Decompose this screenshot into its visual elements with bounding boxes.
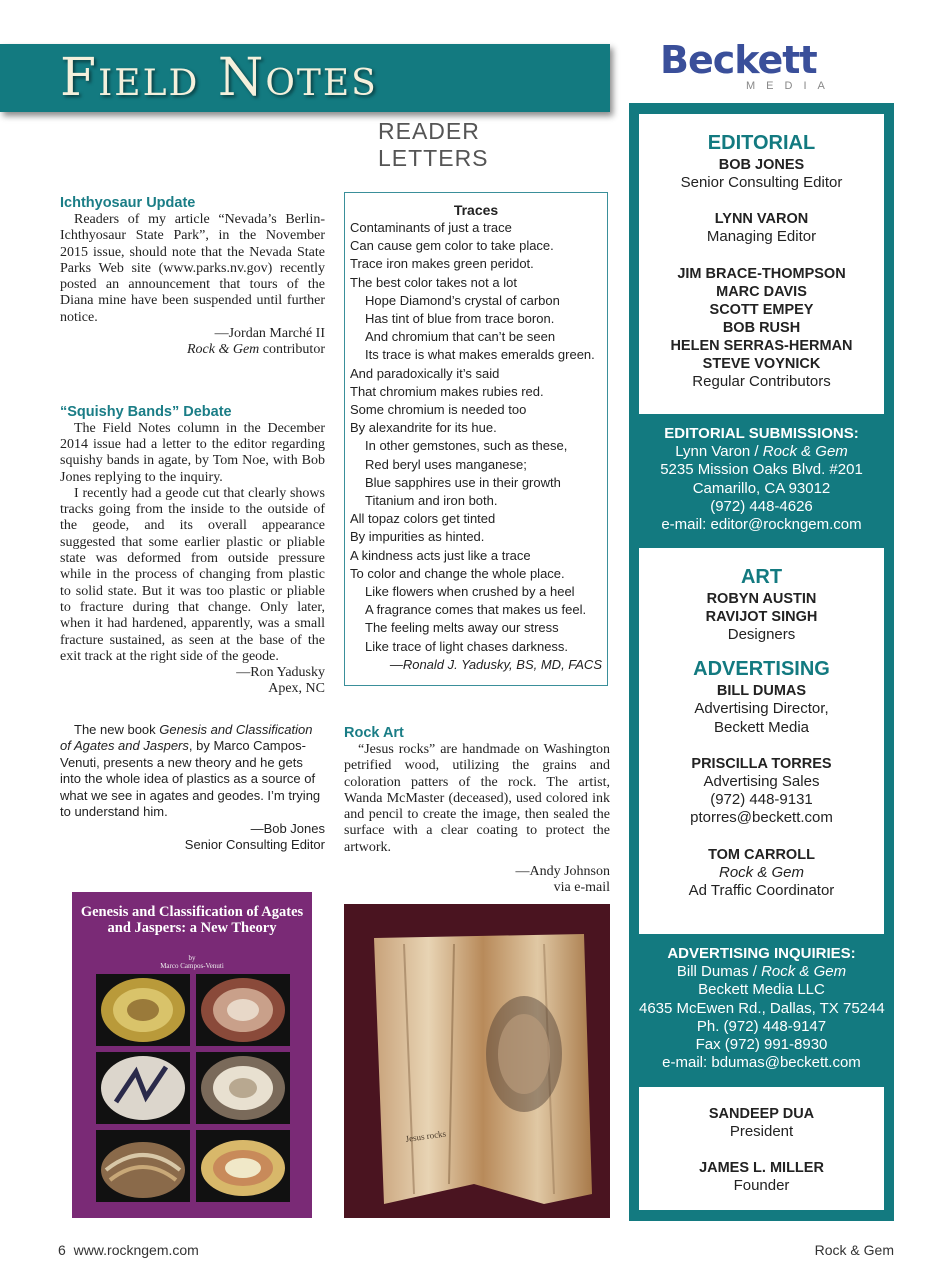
staff-name: TOM CARROLL [708, 846, 815, 863]
staff-name: JIM BRACE-THOMPSON [677, 265, 846, 282]
staff-name: HELEN SERRAS-HERMAN [670, 337, 853, 354]
website-link[interactable]: www.rockngem.com [73, 1242, 199, 1258]
poem-line: Some chromium is needed too [350, 402, 527, 418]
agate-photo [196, 1130, 290, 1202]
page-number: 6 [58, 1242, 66, 1258]
squishy-paragraph-2: I recently had a geode cut that clearly shows tracks going from the inside to the outside of the geode, and its overall appearance suggested that some earlier plastic or pliable state was deformed from outside pressure while in the process of changing from plastic to solid state. But it was too plastic or pliable to fracture during that change. Only later, when it had hardened, apparently, was a small fracture sustained, as seen at the base of the exit track at the right side of the geode. [60, 485, 325, 664]
ichthyosaur-heading: Ichthyosaur Update [60, 195, 196, 211]
poem-author: —Ronald J. Yadusky, BS, MD, FACS [389, 656, 602, 672]
rock-inscription: Jesus rocks [404, 1128, 447, 1144]
reply-signature: —Bob Jones [250, 820, 325, 836]
beckett-logo [660, 38, 860, 94]
logo-media: MEDIA [746, 80, 836, 92]
section-banner [0, 44, 610, 112]
staff-role: President [729, 1123, 794, 1140]
staff-name: SANDEEP DUA [708, 1106, 815, 1122]
section-title: Field Notes [60, 48, 378, 108]
poem-line: Red beryl uses manganese; [365, 456, 527, 472]
staff-name: SCOTT EMPEY [709, 301, 814, 318]
contact-line: 4635 McEwen Rd., Dallas, TX 75244 [639, 999, 885, 1017]
executives-box [639, 1087, 884, 1210]
advertising-heading: ADVERTISING [693, 658, 830, 681]
section-subtitle: READER LETTERS [378, 118, 489, 171]
poem-line: By impurities as hinted. [350, 529, 485, 545]
rock-art-via: via e-mail [553, 880, 610, 896]
staff-role: Designers [727, 626, 796, 643]
poem-line: To color and change the whole place. [350, 565, 565, 581]
staff-name: BOB RUSH [722, 319, 801, 336]
designers-list [639, 590, 884, 626]
contact-line: (972) 448-9131 [710, 791, 813, 809]
poem-line: Like trace of light chases darkness. [365, 638, 569, 654]
squishy-paragraph-1: The Field Notes column in the December 2014 issue had a letter to the editor regarding squishy bands in agate, by Tom Noe, with Bob Jones replying to the inquiry. [60, 420, 325, 485]
poem-line: In other gemstones, such as these, [365, 438, 568, 454]
poem-line: And chromium that can’t be seen [365, 329, 556, 345]
rock-art-heading: Rock Art [344, 725, 404, 741]
contact-line: Ph. (972) 448-9147 [696, 1017, 827, 1035]
contact-line: Fax (972) 991-8930 [695, 1036, 828, 1054]
poem-line: Can cause gem color to take place. [350, 238, 554, 254]
book-cover-byline: by Marco Campos-Venuti [160, 954, 224, 970]
poem-title: Traces [453, 202, 499, 218]
poem-line: Blue sapphires use in their growth [365, 474, 561, 490]
inquiries-block [639, 945, 884, 1073]
book-title-ref: Genesis and Classification of Agates and Jaspers [60, 721, 313, 754]
poem-line: Has tint of blue from trace boron. [365, 311, 555, 327]
staff-role-line: Advertising Director, [694, 700, 829, 718]
staff-name: BILL DUMAS [716, 683, 807, 700]
poem-line: And paradoxically it’s said [350, 365, 500, 381]
ichthyosaur-body: Readers of my article “Nevada’s Berlin-Ichthyosaur State Park”, in the November 2015 issue, should note that the Nevada State Parks Web site (www.parks.nv.gov) recently posted an announcement that tours of the Diana mine have been suspended until further notice. [60, 212, 325, 325]
poem-line: Contaminants of just a trace [350, 220, 512, 235]
left-column [60, 194, 325, 854]
inquiries-contact: Bill Dumas / Rock & Gem [676, 963, 847, 980]
poem-line: Hope Diamond’s crystal of carbon [365, 292, 560, 308]
contact-line: 5235 Mission Oaks Blvd. #201 [660, 461, 863, 479]
poem-box [344, 192, 608, 686]
squishy-heading: “Squishy Bands” Debate [60, 403, 232, 420]
editor-reply: The new book Genesis and Classification of Agates and Jaspers, by Marco Campos-Venuti, presents a new theory and he gets into the whole idea of plastics as a source of what we see in agates and geodes. I’m trying to understand him. [60, 721, 321, 820]
staff-role: Ad Traffic Coordinator [688, 882, 835, 900]
ichthyosaur-signature-role [60, 342, 325, 358]
editorial-heading: EDITORIAL [707, 132, 816, 154]
staff-name: STEVE VOYNICK [702, 355, 821, 372]
staff-role-line: Beckett Media [713, 718, 810, 736]
poem-line: A fragrance comes that makes us feel. [365, 602, 587, 618]
poem-line: By alexandrite for its hue. [350, 420, 497, 436]
agate-photo [196, 974, 290, 1046]
staff-name: RAVIJOT SINGH [705, 609, 818, 625]
squishy-place: Apex, NC [268, 681, 325, 697]
staff-name: LYNN VARON [714, 211, 809, 228]
reply-role: Senior Consulting Editor [184, 837, 325, 853]
rock-art-letter [344, 724, 610, 897]
publication-name: Rock & Gem [186, 342, 260, 358]
staff-name: MARC DAVIS [716, 283, 807, 300]
submissions-heading: EDITORIAL SUBMISSIONS: [664, 425, 859, 442]
logo-word: Beckett [660, 38, 817, 82]
inquiries-lines [639, 981, 884, 1072]
staff-name: PRISCILLA TORRES [691, 755, 832, 772]
staff-name: BOB JONES [718, 157, 805, 173]
submissions-lines [639, 461, 884, 534]
staff-role: Managing Editor [706, 228, 817, 246]
editorial-box [639, 114, 884, 414]
staff-name: ROBYN AUSTIN [706, 591, 817, 607]
poem-line: All topaz colors get tinted [350, 511, 496, 527]
rock-art-body: “Jesus rocks” are handmade on Washington petrified wood, utilizing the grains and coloration patters of the rock. The artist, Wanda McMaster (deceased), used colored ink and pencil to create the image, then sealed the surface with a clear coating to protect the artwork. [344, 742, 610, 855]
ichthyosaur-signature: —Jordan Marché II [214, 326, 325, 342]
art-heading: ART [740, 566, 783, 588]
contact-line: Advertising Sales [703, 772, 820, 790]
poem-line: Like flowers when crushed by a heel [365, 584, 575, 600]
book-cover-image [72, 892, 312, 1218]
agate-photo [96, 1130, 190, 1202]
staff-role [639, 700, 884, 737]
staff-role: Senior Consulting Editor [680, 174, 843, 191]
publication-name: Rock & Gem [718, 863, 805, 881]
contact-line: ptorres@beckett.com [690, 809, 833, 827]
submissions-block [639, 425, 884, 534]
contact-line: Beckett Media LLC [698, 981, 825, 999]
agate-photo [196, 1052, 290, 1124]
rock-art-signature: —Andy Johnson [515, 864, 610, 880]
poem-line: A kindness acts just like a trace [350, 547, 531, 563]
staff-name: JAMES L. MILLER [699, 1160, 824, 1177]
contact-line: Camarillo, CA 93012 [692, 479, 831, 497]
art-advertising-box [639, 548, 884, 934]
inquiries-heading: ADVERTISING INQUIRIES: [667, 945, 856, 962]
poem-lines [350, 219, 602, 656]
footer-page-url [58, 1242, 199, 1258]
poem-line: That chromium makes rubies red. [350, 383, 544, 399]
submissions-contact: Lynn Varon / Rock & Gem [675, 443, 848, 460]
poem-line: The best color takes not a lot [350, 274, 517, 290]
contact-line: e-mail: editor@rockngem.com [661, 516, 862, 534]
agate-photo [96, 1052, 190, 1124]
staff-role: Regular Contributors [692, 372, 831, 390]
jesus-rock-photo [344, 904, 610, 1218]
poem-line: Titanium and iron both. [365, 493, 498, 509]
book-cover-title: Genesis and Classification of Agates and Jaspers: a New Theory [80, 904, 304, 936]
contact-line: (972) 448-4626 [710, 497, 813, 515]
poem-line: Its trace is what makes emeralds green. [365, 347, 595, 363]
contributor-label: contributor [259, 342, 325, 358]
agate-photo [96, 974, 190, 1046]
squishy-signature: —Ron Yadusky [236, 665, 325, 681]
staff-role: Founder [733, 1177, 790, 1195]
footer-magazine: Rock & Gem [814, 1242, 894, 1258]
staff-contact [639, 773, 884, 828]
contact-line: e-mail: bdumas@beckett.com [662, 1054, 861, 1072]
contributors-list [639, 265, 884, 373]
poem-line: The feeling melts away our stress [365, 620, 559, 636]
poem-line: Trace iron makes green peridot. [350, 256, 534, 272]
